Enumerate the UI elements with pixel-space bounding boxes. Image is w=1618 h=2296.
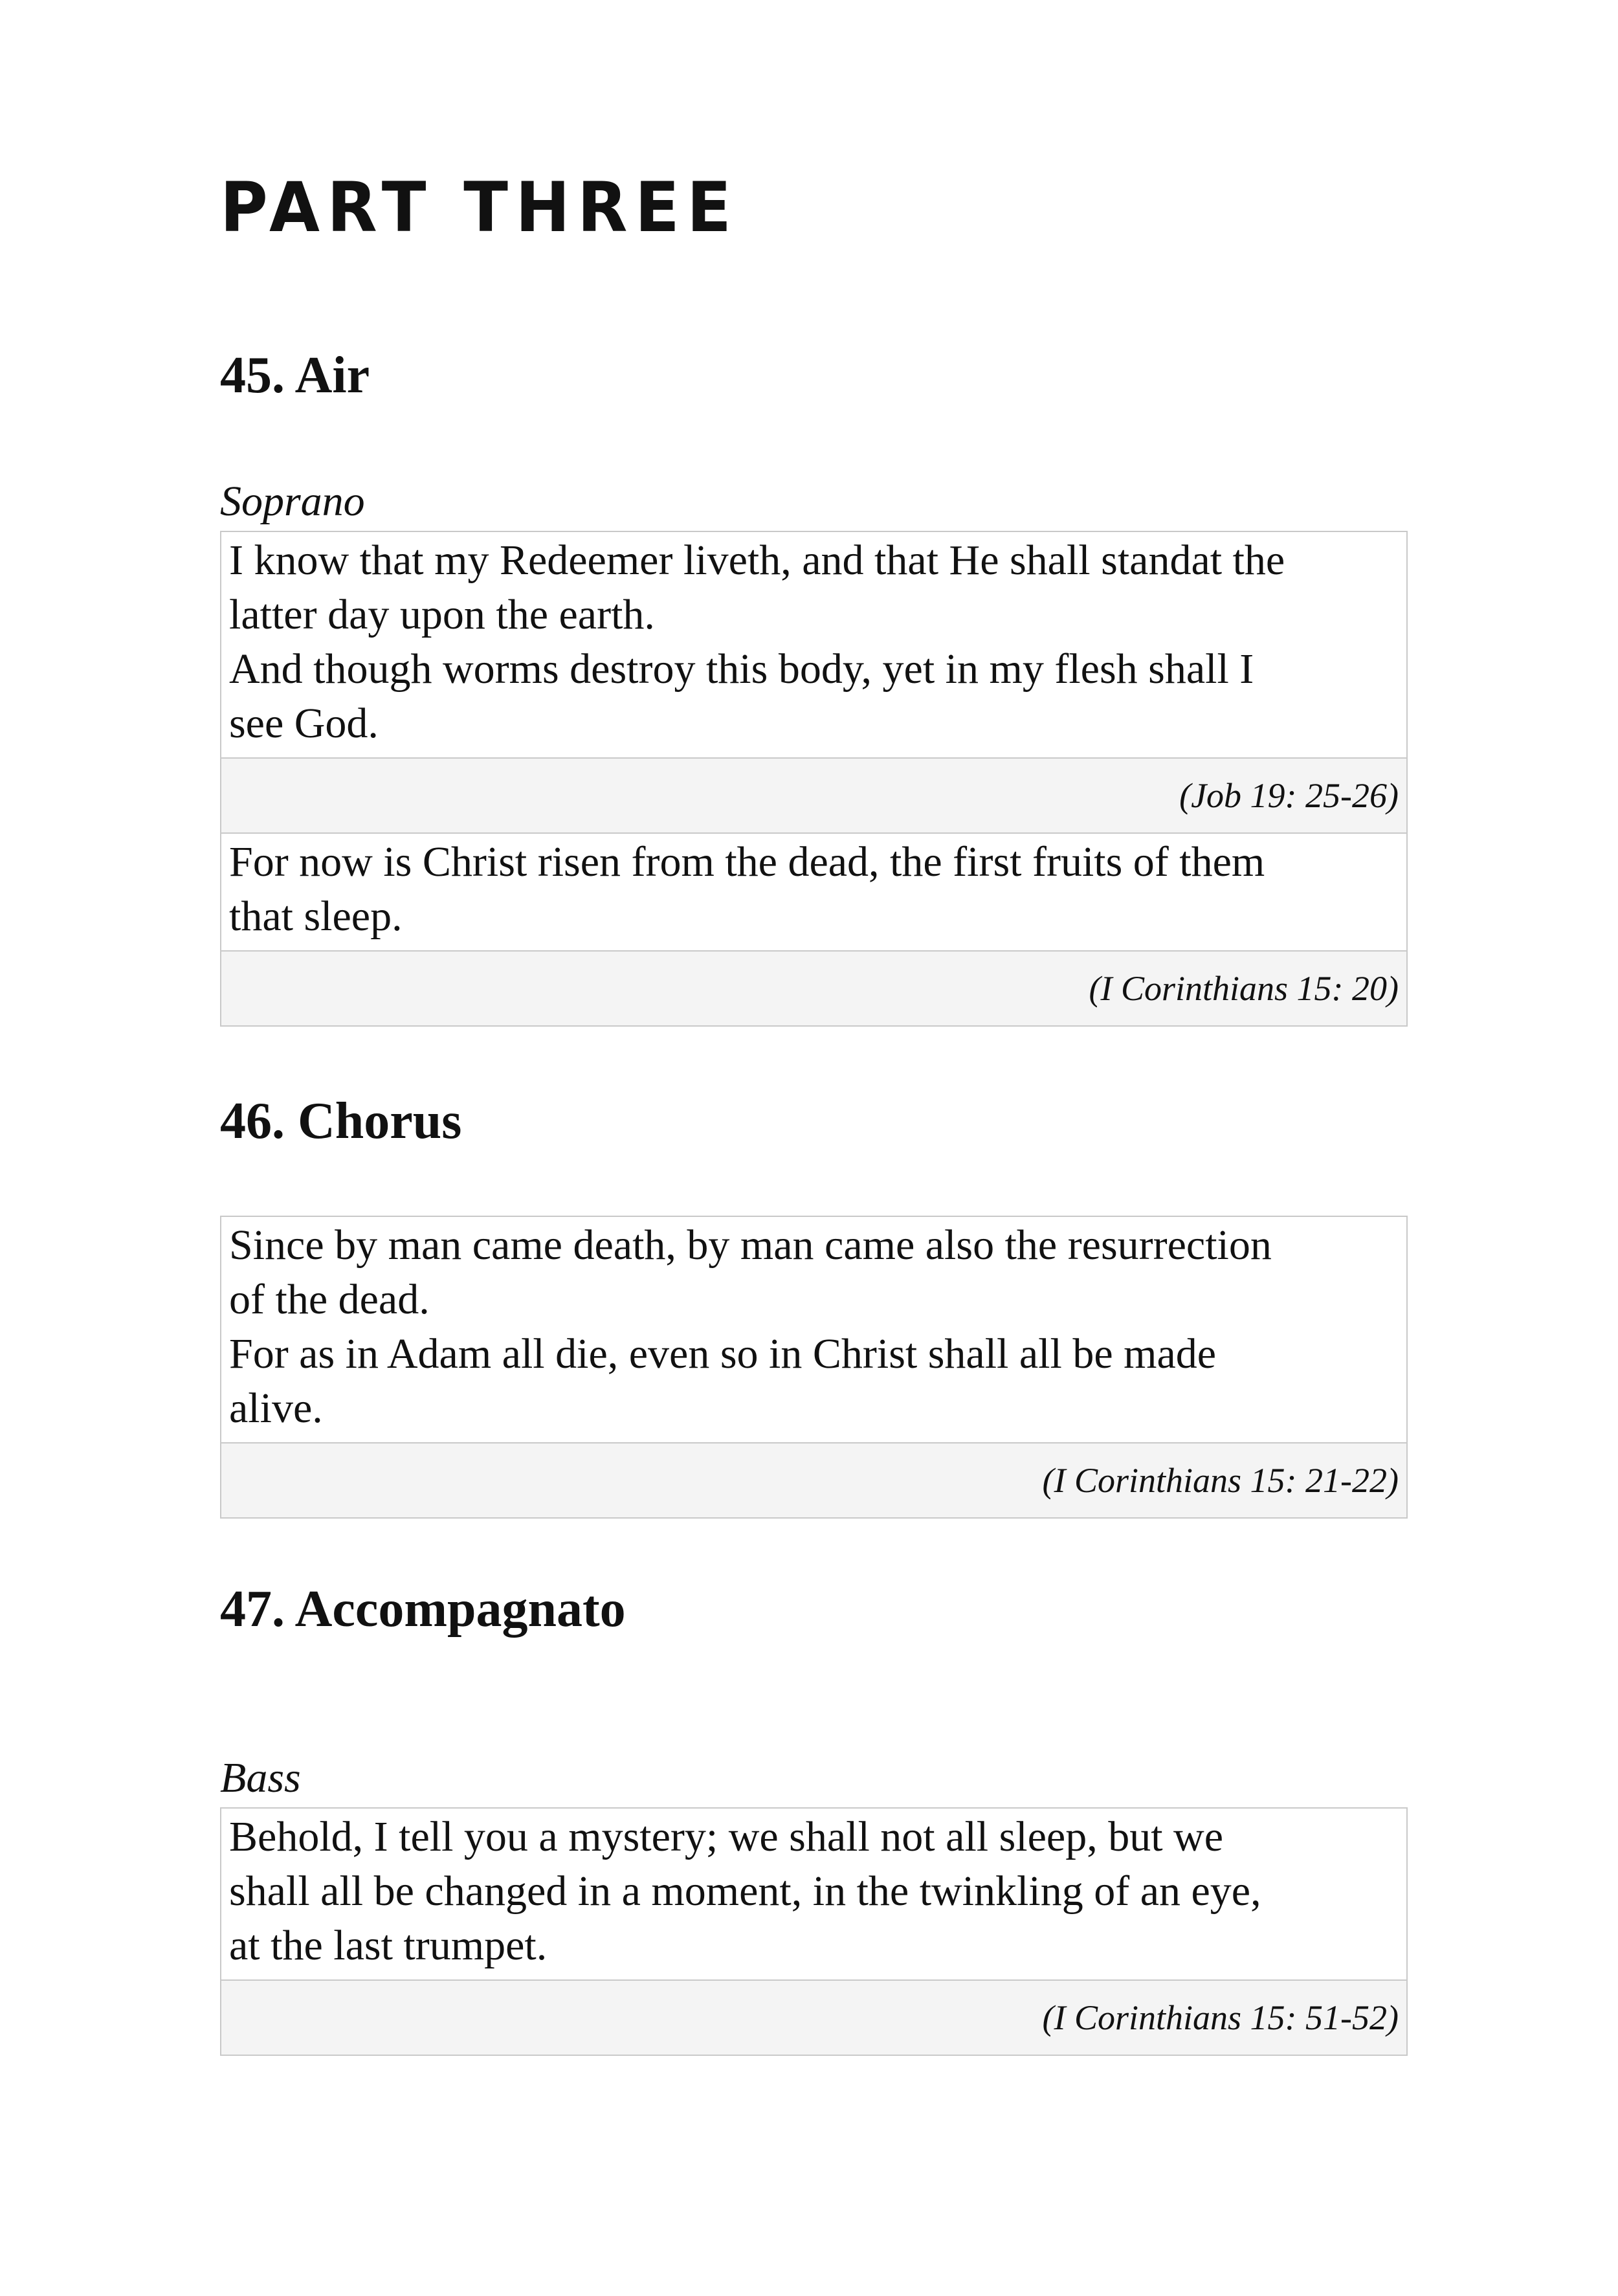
lyric-line: Behold, I tell you a mystery; we shall not all sleep, but we	[229, 1813, 1224, 1860]
lyric-line: For as in Adam all die, even so in Christ shall all be made	[229, 1330, 1217, 1377]
lyric-line: see God.	[229, 700, 379, 747]
voice-label: Soprano	[220, 478, 365, 525]
lyric-line: shall all be changed in a moment, in the twinkling of an eye,	[229, 1867, 1261, 1915]
scripture-reference: (I Corinthians 15: 51-52)	[221, 1980, 1407, 2055]
lyrics-text-cell	[221, 833, 1407, 951]
lyrics-text-cell	[221, 531, 1407, 758]
section-45-air	[220, 347, 1408, 1027]
lyric-line: alive.	[229, 1385, 323, 1432]
lyrics-text-cell	[221, 1216, 1407, 1443]
section-46-chorus	[220, 1095, 1408, 1519]
scripture-reference: (I Corinthians 15: 21-22)	[221, 1443, 1407, 1518]
lyric-line: And though worms destroy this body, yet in my flesh shall I	[229, 645, 1254, 693]
lyrics-row	[221, 531, 1407, 758]
reference-row	[221, 758, 1407, 833]
lyric-line: For now is Christ risen from the dead, the first fruits of them	[229, 838, 1265, 886]
scripture-reference: (I Corinthians 15: 20)	[221, 951, 1407, 1026]
lyric-line: Since by man came death, by man came also the resurrection	[229, 1221, 1272, 1269]
lyrics-row	[221, 833, 1407, 951]
voice-label: Bass	[220, 1754, 301, 1801]
lyric-line: at the last trumpet.	[229, 1922, 548, 1969]
lyric-line: of the dead.	[229, 1276, 430, 1323]
lyrics-table	[220, 531, 1408, 1027]
section-47-accompagnato	[220, 1583, 1408, 2056]
lyrics-table	[220, 1807, 1408, 2056]
reference-row	[221, 1980, 1407, 2055]
lyrics-row	[221, 1808, 1407, 1980]
section-heading: 46. Chorus	[220, 1093, 462, 1150]
reference-row	[221, 1443, 1407, 1518]
lyric-line: latter day upon the earth.	[229, 591, 655, 638]
reference-row	[221, 951, 1407, 1026]
section-heading: 47. Accompagnato	[220, 1581, 626, 1638]
lyrics-text-cell	[221, 1808, 1407, 1980]
lyric-line: that sleep.	[229, 893, 403, 940]
part-title: PART THREE	[220, 168, 739, 247]
lyrics-row	[221, 1216, 1407, 1443]
section-heading: 45. Air	[220, 347, 370, 404]
lyrics-table	[220, 1216, 1408, 1519]
lyric-line: I know that my Redeemer liveth, and that He shall standat the	[229, 537, 1285, 584]
scripture-reference: (Job 19: 25-26)	[221, 758, 1407, 833]
